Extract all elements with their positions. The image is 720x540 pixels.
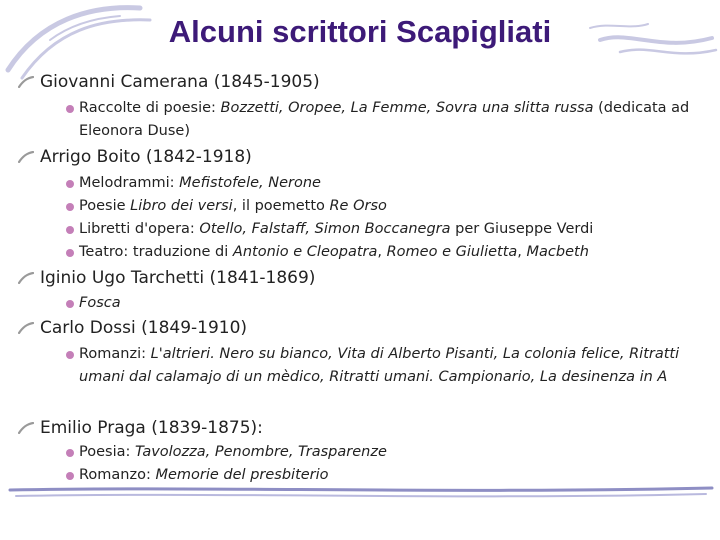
work-item bbox=[79, 464, 699, 487]
work-item bbox=[79, 172, 699, 195]
work-titles: Tavolozza, Penombre, Trasparenze bbox=[134, 444, 387, 460]
dot-icon bbox=[66, 449, 74, 457]
author-item bbox=[40, 268, 315, 288]
dot-icon bbox=[66, 226, 74, 234]
author-name: Emilio Praga (1839-1875): bbox=[40, 418, 263, 438]
work-label: Raccolte di poesie: bbox=[79, 100, 221, 116]
work-titles: Antonio e Cleopatra bbox=[232, 244, 378, 260]
work-note: , bbox=[377, 244, 387, 260]
work-titles: Otello, Falstaff, Simon Boccanegra bbox=[199, 221, 451, 237]
dot-icon bbox=[66, 203, 74, 211]
work-note: per Giuseppe Verdi bbox=[450, 221, 594, 237]
swoosh-icon bbox=[18, 322, 34, 334]
dot-icon bbox=[66, 180, 74, 188]
author-name: Carlo Dossi (1849-1910) bbox=[40, 318, 248, 338]
author-item bbox=[40, 318, 247, 338]
author-item bbox=[40, 72, 320, 92]
dot-icon bbox=[66, 249, 74, 257]
work-titles: Fosca bbox=[79, 295, 121, 311]
work-titles: L'altrieri. Nero su bianco, Vita di Alberto Pisanti, La colonia felice, Ritratti umani dal calamajo di un mèdico, Ritratti umani. Campionario, La desinenza in A bbox=[79, 346, 680, 385]
work-label: Libretti d'opera: bbox=[79, 221, 200, 237]
swoosh-icon bbox=[18, 422, 34, 434]
work-note: , il poemetto bbox=[232, 198, 330, 214]
work-item bbox=[79, 195, 699, 218]
dot-icon bbox=[66, 300, 74, 308]
swoosh-icon bbox=[18, 272, 34, 284]
swoosh-icon bbox=[18, 76, 34, 88]
work-titles: Memorie del presbiterio bbox=[155, 467, 329, 483]
work-item bbox=[79, 97, 699, 143]
work-item bbox=[79, 241, 699, 264]
author-name: Iginio Ugo Tarchetti (1841-1869) bbox=[40, 268, 316, 288]
dot-icon bbox=[66, 472, 74, 480]
work-titles: Mefistofele, Nerone bbox=[179, 175, 321, 191]
author-item bbox=[40, 418, 263, 438]
work-item bbox=[79, 218, 699, 241]
work-titles: Re Orso bbox=[329, 198, 387, 214]
dot-icon bbox=[66, 351, 74, 359]
work-label: Romanzo: bbox=[79, 467, 156, 483]
author-name: Giovanni Camerana (1845-1905) bbox=[40, 72, 320, 92]
work-titles: Romeo e Giulietta bbox=[386, 244, 518, 260]
work-titles: Macbeth bbox=[526, 244, 589, 260]
slide-title: Alcuni scrittori Scapigliati bbox=[168, 14, 552, 49]
work-titles: Libro dei versi bbox=[130, 198, 233, 214]
work-note: , bbox=[517, 244, 527, 260]
work-label: Melodrammi: bbox=[79, 175, 180, 191]
author-name: Arrigo Boito (1842-1918) bbox=[40, 147, 252, 167]
work-note: (dedicata ad Eleonora Duse) bbox=[79, 100, 690, 139]
author-item bbox=[40, 147, 252, 167]
work-label: Poesie bbox=[79, 198, 131, 214]
work-item bbox=[79, 292, 699, 315]
work-label: Romanzi: bbox=[79, 346, 151, 362]
dot-icon bbox=[66, 105, 74, 113]
work-item bbox=[79, 343, 699, 389]
work-item bbox=[79, 441, 699, 464]
work-titles: Bozzetti, Oropee, La Femme, Sovra una slitta russa bbox=[220, 100, 594, 116]
work-label: Teatro: traduzione di bbox=[79, 244, 233, 260]
work-label: Poesia: bbox=[79, 444, 135, 460]
swoosh-icon bbox=[18, 151, 34, 163]
